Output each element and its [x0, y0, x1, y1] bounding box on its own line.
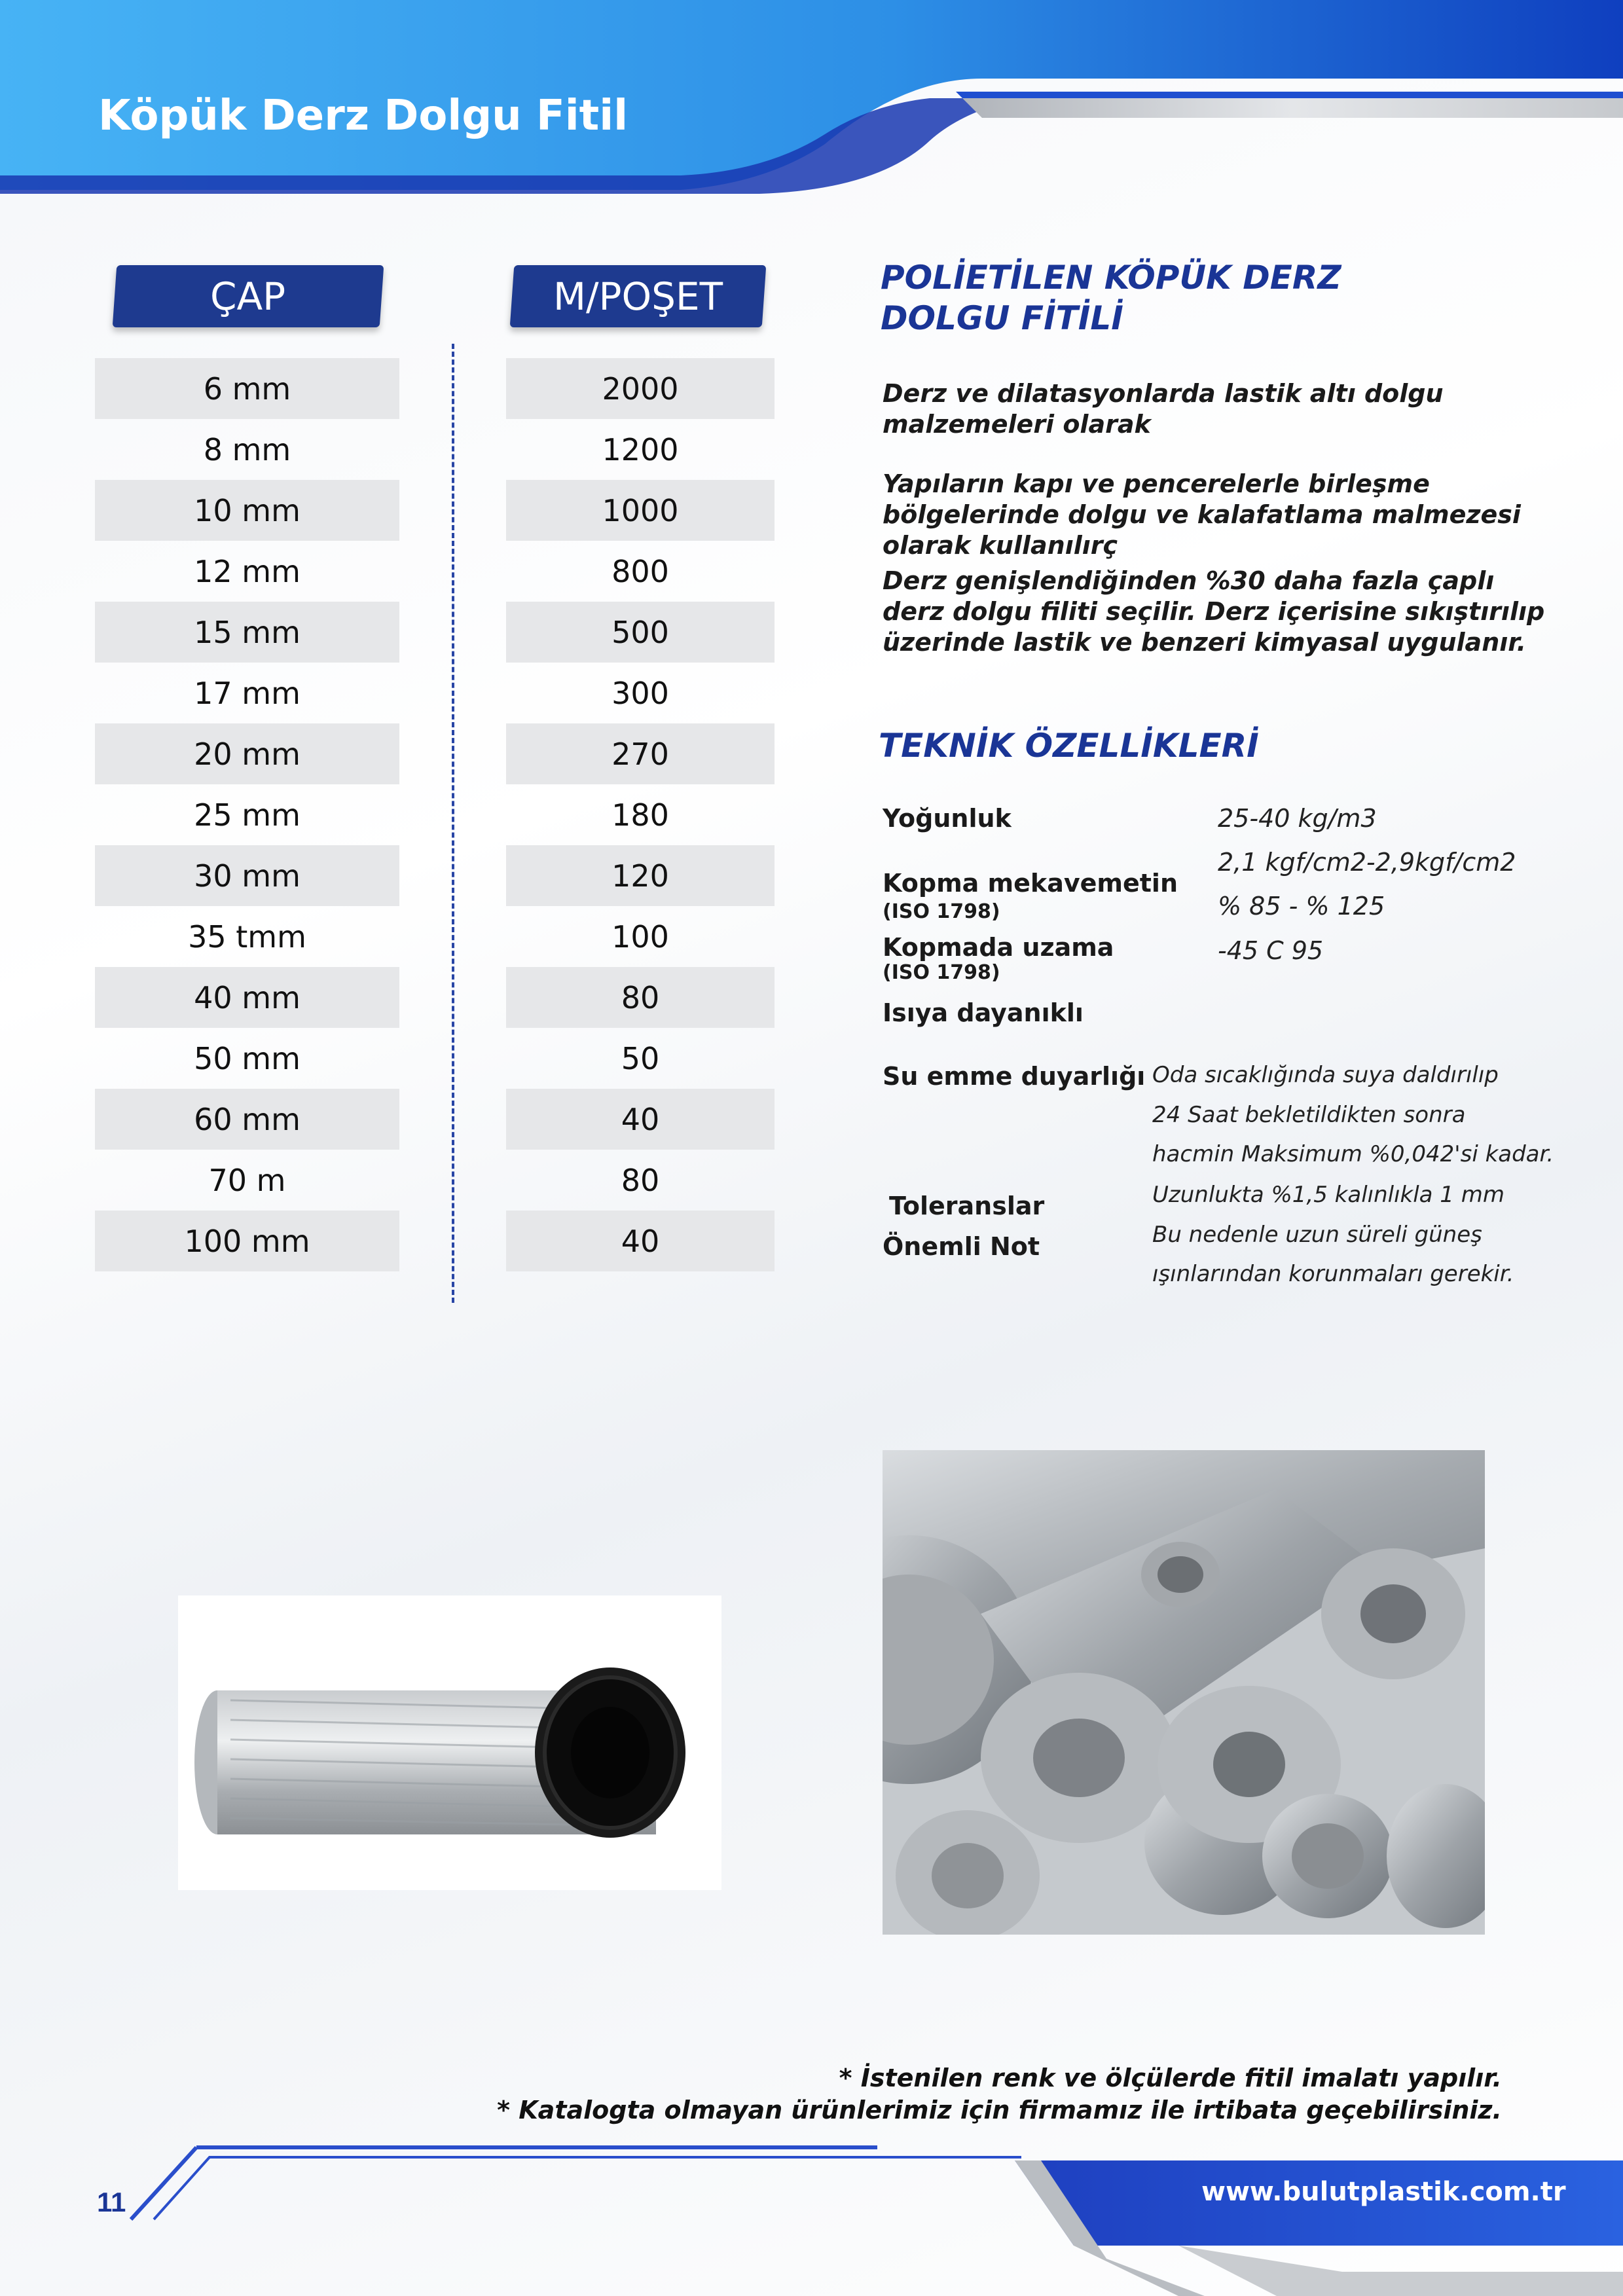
heat-value: -45 C 95 — [1218, 936, 1324, 965]
page-title: Köpük Derz Dolgu Fitil — [98, 92, 629, 140]
table-cell: 70 m — [208, 1162, 286, 1198]
table-cell: 40 — [506, 1089, 775, 1150]
table-cell: 6 mm — [95, 358, 399, 419]
table-cell: 30 mm — [95, 845, 399, 906]
table-cell: 800 — [611, 553, 669, 589]
density-label: Yoğunluk — [883, 804, 1012, 833]
elongation-value: % 85 - % 125 — [1218, 892, 1385, 920]
table-cell: 17 mm — [194, 675, 301, 711]
density-value: 25-40 kg/m3 — [1218, 804, 1377, 833]
water-label: Su emme duyarlığı — [883, 1062, 1146, 1091]
table-cell: 15 mm — [95, 602, 399, 663]
water-text: 24 Saat bekletildikten sonra — [1152, 1102, 1466, 1128]
table-cell: 80 — [621, 1162, 660, 1198]
table-cell: 120 — [506, 845, 775, 906]
table-cell: 35 tmm — [188, 919, 306, 955]
table-cell: 300 — [611, 675, 669, 711]
table-cell: 40 — [506, 1211, 775, 1271]
website-link[interactable]: www.bulutplastik.com.tr — [1201, 2177, 1566, 2207]
table-cell: 1000 — [506, 480, 775, 541]
tolerance-label: Toleranslar — [889, 1192, 1045, 1220]
footnote: * İstenilen renk ve ölçülerde fitil imalatı yapılır. — [839, 2064, 1502, 2092]
table-cell: 10 mm — [95, 480, 399, 541]
tolerance-value: Uzunlukta %1,5 kalınlıkla 1 mm — [1152, 1182, 1504, 1208]
table-cell: 50 — [621, 1040, 660, 1076]
footnote: * Katalogta olmayan ürünlerimiz için firmamız ile irtibata geçebilirsiniz. — [497, 2096, 1502, 2124]
product-description: Yapıların kapı ve pencerelerle birleşme bölgelerinde dolgu ve kalafatlama malmezesi olarak kullanılırç — [883, 469, 1521, 560]
heat-label: Isıya dayanıklı — [883, 998, 1084, 1027]
pipe-insulation-image — [883, 1450, 1485, 1935]
table-cell: 8 mm — [203, 431, 291, 467]
elongation-standard: (ISO 1798) — [883, 961, 1000, 984]
table-cell: 80 — [506, 967, 775, 1028]
table-cell: 500 — [506, 602, 775, 663]
table-cell: 40 mm — [95, 967, 399, 1028]
product-description: Derz genişlendiğinden %30 daha fazla çaplı derz dolgu filiti seçilir. Derz içerisine sıkıştırılıp üzerinde lastik ve benzeri kimyasal uygulanır. — [883, 566, 1545, 657]
page-number: 11 — [97, 2187, 126, 2217]
table-cell: 1200 — [602, 431, 679, 467]
diameter-column — [95, 358, 399, 1271]
tensile-standard: (ISO 1798) — [883, 900, 1000, 923]
tensile-label: Kopma mekavemetin — [883, 869, 1178, 898]
table-cell: 12 mm — [194, 553, 301, 589]
product-title: POLİETİLEN KÖPÜK DERZ DOLGU FİTİLİ — [881, 259, 1341, 337]
table-cell: 25 mm — [194, 797, 301, 833]
table-cell: 60 mm — [95, 1089, 399, 1150]
diameter-column-header: ÇAP — [113, 265, 384, 327]
table-cell: 2000 — [506, 358, 775, 419]
water-text: Oda sıcaklığında suya daldırılıp — [1152, 1062, 1499, 1088]
footer-banner — [0, 2121, 1623, 2296]
table-cell: 100 mm — [95, 1211, 399, 1271]
foam-roll-image — [178, 1595, 721, 1890]
note-text: Bu nedenle uzun süreli güneş — [1152, 1222, 1482, 1248]
table-cell: 270 — [506, 723, 775, 784]
per-bag-column — [506, 358, 775, 1271]
column-divider — [452, 344, 454, 1303]
note-text: ışınlarından korunmaları gerekir. — [1152, 1261, 1514, 1287]
per-bag-column-header: M/POŞET — [510, 265, 767, 327]
product-description: Derz ve dilatasyonlarda lastik altı dolgu malzemeleri olarak — [883, 379, 1444, 439]
table-cell: 180 — [611, 797, 669, 833]
tensile-value: 2,1 kgf/cm2-2,9kgf/cm2 — [1218, 848, 1516, 877]
note-label: Önemli Not — [883, 1232, 1040, 1261]
table-cell: 50 mm — [194, 1040, 301, 1076]
table-cell: 20 mm — [95, 723, 399, 784]
water-text: hacmin Maksimum %0,042'si kadar. — [1152, 1141, 1554, 1167]
table-cell: 100 — [611, 919, 669, 955]
specs-title: TEKNİK ÖZELLİKLERİ — [879, 727, 1259, 765]
elongation-label: Kopmada uzama — [883, 933, 1114, 962]
